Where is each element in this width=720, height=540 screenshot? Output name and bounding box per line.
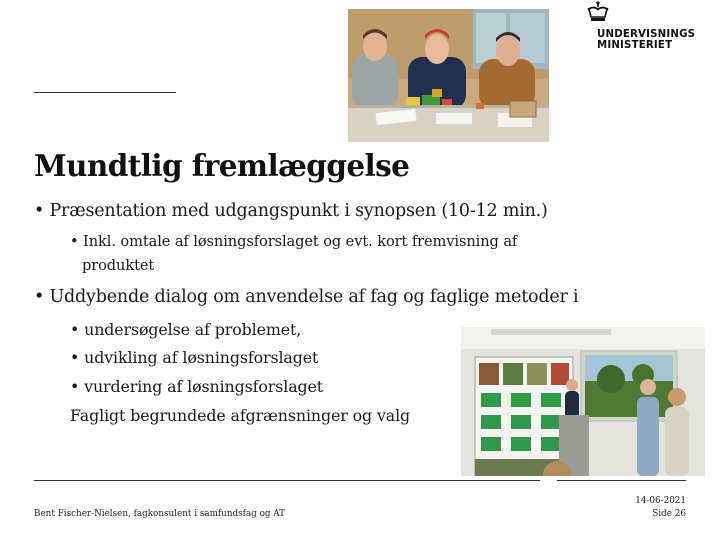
footer-date: 14-06-2021 <box>635 496 686 506</box>
bullet-1: • Præsentation med udgangspunkt i synopsen (10-12 min.) <box>34 201 548 221</box>
bullet-2-sub-3: • vurdering af løsningsforslaget <box>70 377 324 396</box>
footer-rule-left <box>34 480 540 481</box>
bullet-2-sub-4: Fagligt begrundede afgrænsninger og valg <box>70 406 411 425</box>
students-photo <box>348 9 549 142</box>
slide-title: Mundtlig fremlæggelse <box>34 148 410 183</box>
presentation-photo <box>461 327 705 476</box>
bullet-2: • Uddybende dialog om anvendelse af fag og faglige metoder i <box>34 287 579 307</box>
logo-text-line1: UNDERVISNINGS <box>597 29 696 40</box>
bullet-2-sub-1: • undersøgelse af problemet, <box>70 320 302 339</box>
bullet-1-sub-line-2: produktet <box>82 257 155 274</box>
footer-author: Bent Fischer-Nielsen, fagkonsulent i samfundsfag og AT <box>34 509 286 519</box>
footer-page-number: Side 26 <box>652 509 686 519</box>
footer-rule-right <box>557 480 686 481</box>
bullet-2-sub-2: • udvikling af løsningsforslaget <box>70 348 319 367</box>
top-rule <box>34 92 176 93</box>
bullet-1-sub-line-1: • Inkl. omtale af løsningsforslaget og evt. kort fremvisning af <box>70 233 518 250</box>
logo-text-line2: MINISTERIET <box>597 40 673 51</box>
crown-logo-icon <box>584 0 612 24</box>
